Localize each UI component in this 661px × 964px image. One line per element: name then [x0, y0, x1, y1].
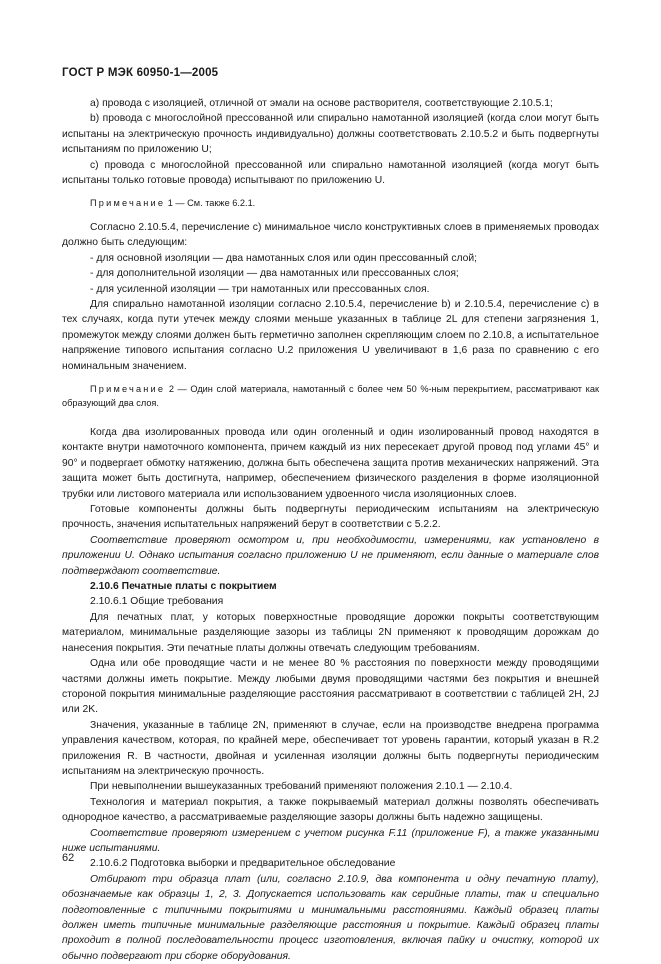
paragraph: Для печатных плат, у которых поверхностные проводящие дорожки покрыты соответствующим материалом, минимальные разделяющие зазоры из таблицы 2N применяют к проводящим дорожкам до нанесения покрытия. Эти печатные платы должны отвечать следующим требованиям.	[62, 611, 599, 654]
paragraph: Согласно 2.10.5.4, перечисление c) минимальное число конструктивных слоев в применяемых проводах должно быть следующим:	[62, 221, 599, 249]
paragraph: Для спирально намотанной изоляции согласно 2.10.5.4, перечисление b) и 2.10.5.4, перечисление c) в тех случаях, когда пути утечек между слоями меньше указанных в таблице 2L для степени загрязнения 1, промежуток между слоями должен быть герметично заполнен скрепляющим слоем по 2.10.8, а испытательное напряжение типового испытания согласно U.2 приложения U увеличивают в 1,6 раза по сравнению с его номинальным значением.	[62, 298, 599, 372]
compliance-paragraph: Соответствие проверяют измерением с учетом рисунка F.11 (приложение F), а также указанными ниже испытаниями.	[62, 827, 599, 854]
paragraph: Технология и материал покрытия, а также покрываемый материал должны позволять обеспечивать однородное качество, а рассматриваемые разделяющие зазоры должны быть надежно защищены.	[62, 796, 599, 824]
note-text: 2 — Один слой материала, намотанный с более чем 50 %-ным перекрытием, рассматривают как образующий два слоя.	[62, 384, 599, 408]
document-body	[62, 96, 599, 964]
paragraph: b) провода с многослойной прессованной или спирально намотанной изоляцией (когда слои могут быть испытаны на электрическую прочность индивидуально) должны соответствовать 2.10.5.2 и быть подвергнуты испытаниям по приложению U;	[62, 113, 599, 156]
subsection-heading: 2.10.6.2 Подготовка выборки и предварительное обследование	[90, 858, 396, 870]
paragraph: Когда два изолированных провода или один оголенный и один изолированный провод находятся в контакте внутри намоточного компонента, причем каждый из них пересекает другой провод под углами 45° и 90° и подвергает обмотку натяжению, должна быть обеспечена защита против механических напряжений. Эта защита может быть достигнута, например, обеспечением физического разделения в форме изоляционной трубки или листового материала или использованием удвоенного числа изоляционных слоев.	[62, 427, 599, 500]
note-label: Примечание	[90, 198, 166, 209]
subsection-heading: 2.10.6.1 Общие требования	[90, 596, 224, 608]
compliance-paragraph: Соответствие проверяют осмотром и, при необходимости, измерениями, как установлено в приложении U. Однако испытания согласно приложению U не применяют, если данные о материале слов подтверждают соответствие.	[62, 534, 599, 577]
list-item: - для дополнительной изоляции — два намотанных или прессованных слоя;	[90, 268, 459, 280]
paragraph: a) провода с изоляцией, отличной от эмали на основе растворителя, соответствующие 2.10.5.1;	[90, 98, 553, 109]
paragraph: c) провода с многослойной прессованной или спирально намотанной изоляцией (когда могут быть испытаны только готовые провода) испытывают по приложению U.	[62, 159, 599, 187]
paragraph: Отбирают три образца плат (или, согласно 2.10.9, два компонента и одну печатную плату), обозначаемые как образцы 1, 2, 3. Допускается использовать как серийные платы, так и специально подготовленные с типичными покрытиями и минимальными расстояниями. Каждый образец платы должен иметь типичные минимальные разделяющие расстояния и покрытие. Каждый образец платы проходит в полной последовательности процесс изготовления, включая пайку и очистку, которой их обычно подвергают при сборке оборудования.	[62, 873, 599, 962]
note-label: Примечание	[90, 384, 166, 394]
document-header: ГОСТ Р МЭК 60950-1—2005	[62, 67, 219, 79]
section-heading: 2.10.6 Печатные платы с покрытием	[90, 581, 277, 593]
list-item: - для усиленной изоляции — три намотанных или прессованных слоя.	[90, 283, 430, 295]
list-item: - для основной изоляции — два намотанных слоя или один прессованный слой;	[90, 252, 478, 264]
note-2	[62, 383, 599, 410]
paragraph: При невыполнении вышеуказанных требований применяют положения 2.10.1 — 2.10.4.	[90, 781, 513, 793]
page-number: 62	[62, 852, 75, 864]
paragraph: Одна или обе проводящие части и не менее 80 % расстояния по поверхности между проводящими частями должны иметь покрытие. Между любыми двумя проводящими частями без покрытия и внешней стороной покрытия минимальные разделяющие расстояния рассматривают в соответствии с таблицей 2H, 2J или 2K.	[62, 658, 599, 716]
note-1	[62, 197, 599, 211]
paragraph: Готовые компоненты должны быть подвергнуты периодическим испытаниям на электрическую прочность, значения испытательных напряжений берут в соответствии с 5.2.2.	[62, 504, 599, 531]
paragraph: Значения, указанные в таблице 2N, применяют в случае, если на производстве внедрена программа управления качеством, которая, по крайней мере, обеспечивает тот уровень гарантии, который указан в R.2 приложения R. В частности, двойная и усиленная изоляции должны быть подвергнуты периодическим испытаниям на электрическую прочность.	[62, 719, 599, 777]
note-text: 1 — См. также 6.2.1.	[165, 198, 256, 209]
